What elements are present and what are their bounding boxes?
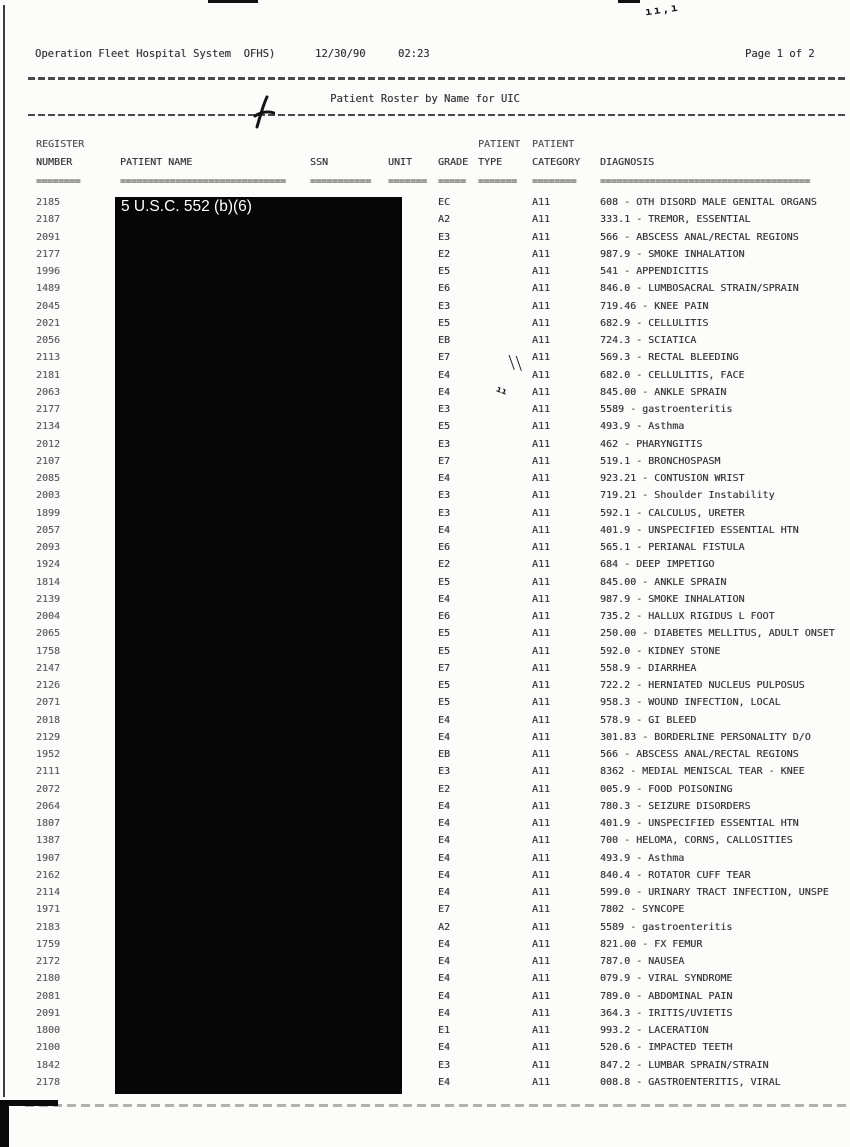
cell-patient-category: A11 (532, 317, 551, 329)
cell-register-number: 1842 (36, 1059, 61, 1071)
cell-patient-category: A11 (532, 800, 551, 812)
handwritten-mark (253, 95, 275, 129)
cell-register-number: 1971 (36, 904, 61, 916)
cell-patient-category: A11 (532, 973, 551, 985)
pen-tick-marks: ╲╲ (507, 355, 524, 371)
col-header-top-patient-type: PATIENT (478, 139, 521, 150)
cell-grade: E4 (438, 714, 451, 726)
cell-patient-category: A11 (532, 1025, 551, 1036)
cell-register-number: 2021 (36, 317, 61, 329)
cell-register-number: 1996 (36, 266, 61, 277)
col-header-ssn: SSN (310, 157, 329, 168)
cell-patient-category: A11 (532, 1076, 551, 1088)
column-header-ruler (0, 176, 850, 191)
col-header-patient-type: TYPE (478, 157, 503, 168)
cell-patient-category: A11 (532, 680, 551, 691)
col-header-diagnosis: DIAGNOSIS (600, 157, 655, 168)
cell-diagnosis: 821.00 - FX FEMUR (600, 938, 703, 950)
cell-grade: E6 (438, 542, 451, 553)
cell-diagnosis: 846.0 - LUMBOSACRAL STRAIN/SPRAIN (600, 283, 799, 295)
cell-patient-category: A11 (532, 421, 551, 433)
col-ruler-diagnosis: ====================================== (600, 176, 810, 187)
cell-patient-category: A11 (532, 593, 551, 605)
cell-diagnosis: 462 - PHARYNGITIS (600, 438, 703, 450)
scan-corner-mark (0, 1100, 9, 1147)
cell-grade: E3 (438, 300, 451, 312)
cell-patient-category: A11 (532, 369, 551, 381)
cell-register-number: 2081 (36, 990, 61, 1002)
cell-patient-category: A11 (532, 990, 551, 1002)
cell-register-number: 1800 (36, 1025, 61, 1036)
cell-register-number: 2129 (36, 731, 61, 743)
cell-diagnosis: 719.46 - KNEE PAIN (600, 300, 709, 312)
cell-grade: E3 (438, 490, 451, 502)
col-header-grade: GRADE (438, 157, 469, 168)
cell-register-number: 2187 (36, 214, 61, 226)
cell-patient-category: A11 (532, 697, 551, 709)
system-title: Operation Fleet Hospital System OFHS) (35, 48, 276, 60)
cell-grade: E4 (438, 800, 451, 812)
cell-patient-category: A11 (532, 628, 551, 640)
cell-grade: EB (438, 749, 451, 760)
separator-line (28, 77, 848, 80)
cell-grade: E4 (438, 1076, 451, 1088)
cell-diagnosis: 008.8 - GASTROENTERITIS, VIRAL (600, 1076, 781, 1088)
cell-grade: E7 (438, 904, 451, 916)
handwritten-mark: ıı,ı (644, 0, 681, 19)
cell-grade: E5 (438, 421, 451, 433)
cell-diagnosis: 566 - ABSCESS ANAL/RECTAL REGIONS (600, 231, 799, 243)
cell-patient-category: A11 (532, 300, 551, 312)
cell-grade: E1 (438, 1025, 451, 1036)
cell-grade: E4 (438, 887, 451, 898)
col-ruler-unit: ======= (388, 176, 427, 187)
cell-diagnosis: 684 - DEEP IMPETIGO (600, 559, 715, 571)
cell-diagnosis: 8362 - MEDIAL MENISCAL TEAR - KNEE (600, 766, 805, 778)
cell-diagnosis: 845.00 - ANKLE SPRAIN (600, 386, 727, 398)
cell-register-number: 2147 (36, 662, 61, 674)
col-header-top-patient-category: PATIENT (532, 139, 575, 150)
cell-diagnosis: 993.2 - LACERATION (600, 1025, 709, 1036)
cell-diagnosis: 682.9 - CELLULITIS (600, 317, 709, 329)
cell-register-number: 2085 (36, 473, 61, 484)
cell-grade: E2 (438, 559, 451, 571)
cell-register-number: 1907 (36, 852, 61, 864)
cell-diagnosis: 700 - HELOMA, CORNS, CALLOSITIES (600, 835, 793, 847)
cell-patient-category: A11 (532, 783, 551, 795)
cell-grade: E4 (438, 593, 451, 605)
cell-register-number: 2004 (36, 611, 61, 622)
cell-diagnosis: 565.1 - PERIANAL FISTULA (600, 542, 745, 553)
cell-diagnosis: 519.1 - BRONCHOSPASM (600, 455, 721, 467)
cell-diagnosis: 722.2 - HERNIATED NUCLEUS PULPOSUS (600, 680, 805, 691)
cell-register-number: 1489 (36, 283, 61, 295)
cell-register-number: 2126 (36, 680, 61, 691)
cell-patient-category: A11 (532, 904, 551, 916)
cell-diagnosis: 493.9 - Asthma (600, 421, 685, 433)
cell-patient-category: A11 (532, 1042, 551, 1054)
report-date: 12/30/90 (315, 48, 366, 60)
cell-patient-category: A11 (532, 473, 551, 484)
cell-grade: E4 (438, 1042, 451, 1054)
cell-patient-category: A11 (532, 1059, 551, 1071)
cell-diagnosis: 787.0 - NAUSEA (600, 956, 685, 967)
cell-register-number: 2018 (36, 714, 61, 726)
cell-diagnosis: 558.9 - DIARRHEA (600, 662, 697, 674)
cell-register-number: 2139 (36, 593, 61, 605)
cell-register-number: 2181 (36, 369, 61, 381)
cell-register-number: 2107 (36, 455, 61, 467)
cell-diagnosis: 364.3 - IRITIS/UVIETIS (600, 1007, 733, 1019)
cell-diagnosis: 789.0 - ABDOMINAL PAIN (600, 990, 733, 1002)
cell-grade: E5 (438, 628, 451, 640)
cell-register-number: 1758 (36, 645, 61, 657)
cell-diagnosis: 608 - OTH DISORD MALE GENITAL ORGANS (600, 197, 817, 208)
cell-patient-category: A11 (532, 248, 551, 260)
cell-register-number: 2045 (36, 300, 61, 312)
cell-patient-category: A11 (532, 507, 551, 519)
cell-grade: E5 (438, 697, 451, 709)
cell-register-number: 2012 (36, 438, 61, 450)
cell-grade: E4 (438, 938, 451, 950)
cell-register-number: 1899 (36, 507, 61, 519)
cell-diagnosis: 079.9 - VIRAL SYNDROME (600, 973, 733, 985)
cell-register-number: 2180 (36, 973, 61, 985)
cell-patient-category: A11 (532, 818, 551, 829)
cell-patient-category: A11 (532, 645, 551, 657)
cell-register-number: 2162 (36, 869, 61, 881)
cell-diagnosis: 5589 - gastroenteritis (600, 404, 733, 415)
cell-patient-category: A11 (532, 956, 551, 967)
cell-patient-category: A11 (532, 921, 551, 933)
cell-patient-category: A11 (532, 197, 551, 208)
cell-register-number: 1387 (36, 835, 61, 847)
cell-register-number: 2003 (36, 490, 61, 502)
cell-grade: EB (438, 335, 451, 346)
cell-grade: E4 (438, 990, 451, 1002)
cell-register-number: 2183 (36, 921, 61, 933)
col-ruler-patient-type: ======= (478, 176, 517, 187)
cell-grade: E4 (438, 852, 451, 864)
cell-grade: E4 (438, 386, 451, 398)
cell-grade: E4 (438, 524, 451, 536)
cell-patient-category: A11 (532, 455, 551, 467)
cell-diagnosis: 493.9 - Asthma (600, 852, 685, 864)
cell-diagnosis: 578.9 - GI BLEED (600, 714, 697, 726)
cell-patient-category: A11 (532, 559, 551, 571)
cell-grade: E3 (438, 404, 451, 415)
col-header-patient-name: PATIENT NAME (120, 157, 193, 168)
cell-diagnosis: 7802 - SYNCOPE (600, 904, 685, 916)
cell-diagnosis: 592.0 - KIDNEY STONE (600, 645, 721, 657)
cell-patient-category: A11 (532, 869, 551, 881)
cell-patient-category: A11 (532, 214, 551, 226)
cell-patient-category: A11 (532, 438, 551, 450)
cell-grade: E3 (438, 507, 451, 519)
cell-register-number: 2063 (36, 386, 61, 398)
cell-patient-category: A11 (532, 386, 551, 398)
separator-line (28, 114, 848, 116)
cell-patient-category: A11 (532, 852, 551, 864)
cell-diagnosis: 847.2 - LUMBAR SPRAIN/STRAIN (600, 1059, 769, 1071)
cell-register-number: 2064 (36, 800, 61, 812)
cell-diagnosis: 724.3 - SCIATICA (600, 335, 697, 346)
cell-patient-category: A11 (532, 835, 551, 847)
cell-diagnosis: 566 - ABSCESS ANAL/RECTAL REGIONS (600, 749, 799, 760)
col-ruler-grade: ===== (438, 176, 466, 187)
redaction-label: 5 U.S.C. 552 (b)(6) (121, 198, 252, 215)
report-title: Patient Roster by Name for UIC (330, 93, 520, 105)
cell-diagnosis: 845.00 - ANKLE SPRAIN (600, 576, 727, 588)
cell-diagnosis: 005.9 - FOOD POISONING (600, 783, 733, 795)
cell-register-number: 1952 (36, 749, 61, 760)
cell-grade: E3 (438, 231, 451, 243)
cell-grade: E5 (438, 680, 451, 691)
cell-grade: E5 (438, 645, 451, 657)
cell-diagnosis: 569.3 - RECTAL BLEEDING (600, 352, 739, 364)
col-ruler-patient-name: ============================== (120, 176, 286, 187)
cell-patient-category: A11 (532, 731, 551, 743)
column-headers-top (0, 139, 850, 154)
cell-grade: E5 (438, 317, 451, 329)
cell-diagnosis: 250.00 - DIABETES MELLITUS, ADULT ONSET (600, 628, 835, 640)
cell-grade: E7 (438, 352, 451, 364)
cell-register-number: 2065 (36, 628, 61, 640)
cell-register-number: 1807 (36, 818, 61, 829)
cell-register-number: 2071 (36, 697, 61, 709)
cell-diagnosis: 401.9 - UNSPECIFIED ESSENTIAL HTN (600, 818, 799, 829)
cell-diagnosis: 987.9 - SMOKE INHALATION (600, 248, 745, 260)
cell-grade: E3 (438, 766, 451, 778)
cell-grade: E6 (438, 283, 451, 295)
cell-register-number: 2134 (36, 421, 61, 433)
cell-patient-category: A11 (532, 231, 551, 243)
cell-patient-category: A11 (532, 1007, 551, 1019)
cell-register-number: 2114 (36, 887, 61, 898)
cell-patient-category: A11 (532, 524, 551, 536)
col-header-top-register-number: REGISTER (36, 139, 85, 150)
cell-register-number: 2177 (36, 404, 61, 415)
cell-register-number: 2093 (36, 542, 61, 553)
cell-patient-category: A11 (532, 266, 551, 277)
cell-register-number: 2177 (36, 248, 61, 260)
cell-patient-category: A11 (532, 576, 551, 588)
scan-edge-segment (618, 0, 640, 3)
cell-grade: EC (438, 197, 451, 208)
cell-patient-category: A11 (532, 542, 551, 553)
cell-grade: E5 (438, 266, 451, 277)
cell-register-number: 2172 (36, 956, 61, 967)
bottom-scan-line (25, 1104, 850, 1107)
col-ruler-register-number: ======== (36, 176, 81, 187)
cell-patient-category: A11 (532, 352, 551, 364)
pen-dot-marks: ıı (494, 384, 509, 398)
cell-register-number: 2091 (36, 231, 61, 243)
cell-grade: E4 (438, 956, 451, 967)
cell-register-number: 2057 (36, 524, 61, 536)
cell-patient-category: A11 (532, 714, 551, 726)
cell-grade: A2 (438, 921, 451, 933)
cell-grade: E4 (438, 835, 451, 847)
cell-register-number: 2178 (36, 1076, 61, 1088)
cell-diagnosis: 735.2 - HALLUX RIGIDUS L FOOT (600, 611, 775, 622)
cell-diagnosis: 333.1 - TREMOR, ESSENTIAL (600, 214, 751, 226)
cell-grade: E4 (438, 369, 451, 381)
col-header-register-number: NUMBER (36, 157, 73, 168)
cell-grade: E6 (438, 611, 451, 622)
cell-diagnosis: 987.9 - SMOKE INHALATION (600, 593, 745, 605)
redaction-box (115, 197, 402, 1094)
cell-diagnosis: 401.9 - UNSPECIFIED ESSENTIAL HTN (600, 524, 799, 536)
cell-patient-category: A11 (532, 490, 551, 502)
cell-patient-category: A11 (532, 283, 551, 295)
scan-edge-segment (208, 0, 258, 3)
cell-register-number: 1814 (36, 576, 61, 588)
cell-grade: A2 (438, 214, 451, 226)
cell-grade: E3 (438, 1059, 451, 1071)
cell-diagnosis: 301.83 - BORDERLINE PERSONALITY D/O (600, 731, 811, 743)
cell-diagnosis: 599.0 - URINARY TRACT INFECTION, UNSPE (600, 887, 829, 898)
cell-diagnosis: 682.0 - CELLULITIS, FACE (600, 369, 745, 381)
cell-diagnosis: 541 - APPENDICITIS (600, 266, 709, 277)
cell-register-number: 2056 (36, 335, 61, 346)
cell-patient-category: A11 (532, 887, 551, 898)
cell-diagnosis: 780.3 - SEIZURE DISORDERS (600, 800, 751, 812)
col-header-patient-category: CATEGORY (532, 157, 581, 168)
cell-grade: E4 (438, 1007, 451, 1019)
cell-register-number: 2100 (36, 1042, 61, 1054)
cell-patient-category: A11 (532, 766, 551, 778)
cell-patient-category: A11 (532, 749, 551, 760)
cell-register-number: 2091 (36, 1007, 61, 1019)
col-ruler-ssn: =========== (310, 176, 371, 187)
cell-diagnosis: 719.21 - Shoulder Instability (600, 490, 775, 502)
cell-register-number: 2113 (36, 352, 61, 364)
cell-patient-category: A11 (532, 938, 551, 950)
cell-patient-category: A11 (532, 662, 551, 674)
cell-register-number: 2072 (36, 783, 61, 795)
col-ruler-patient-category: ======== (532, 176, 577, 187)
cell-grade: E4 (438, 818, 451, 829)
cell-diagnosis: 5589 - gastroenteritis (600, 921, 733, 933)
cell-grade: E4 (438, 973, 451, 985)
cell-patient-category: A11 (532, 404, 551, 415)
cell-grade: E4 (438, 731, 451, 743)
cell-grade: E2 (438, 783, 451, 795)
scan-corner-mark (0, 1100, 58, 1106)
cell-register-number: 1759 (36, 938, 61, 950)
cell-register-number: 1924 (36, 559, 61, 571)
cell-diagnosis: 592.1 - CALCULUS, URETER (600, 507, 745, 519)
cell-diagnosis: 958.3 - WOUND INFECTION, LOCAL (600, 697, 781, 709)
cell-grade: E4 (438, 869, 451, 881)
column-headers (0, 157, 850, 172)
cell-diagnosis: 840.4 - ROTATOR CUFF TEAR (600, 869, 751, 881)
cell-grade: E5 (438, 576, 451, 588)
cell-grade: E7 (438, 455, 451, 467)
cell-diagnosis: 520.6 - IMPACTED TEETH (600, 1042, 733, 1054)
cell-patient-category: A11 (532, 335, 551, 346)
cell-grade: E2 (438, 248, 451, 260)
cell-register-number: 2185 (36, 197, 61, 208)
cell-diagnosis: 923.21 - CONTUSION WRIST (600, 473, 745, 484)
cell-grade: E7 (438, 662, 451, 674)
cell-patient-category: A11 (532, 611, 551, 622)
col-header-unit: UNIT (388, 157, 413, 168)
cell-register-number: 2111 (36, 766, 61, 778)
report-time: 02:23 (398, 48, 430, 60)
cell-grade: E3 (438, 438, 451, 450)
cell-grade: E4 (438, 473, 451, 484)
page-number: Page 1 of 2 (745, 48, 815, 60)
